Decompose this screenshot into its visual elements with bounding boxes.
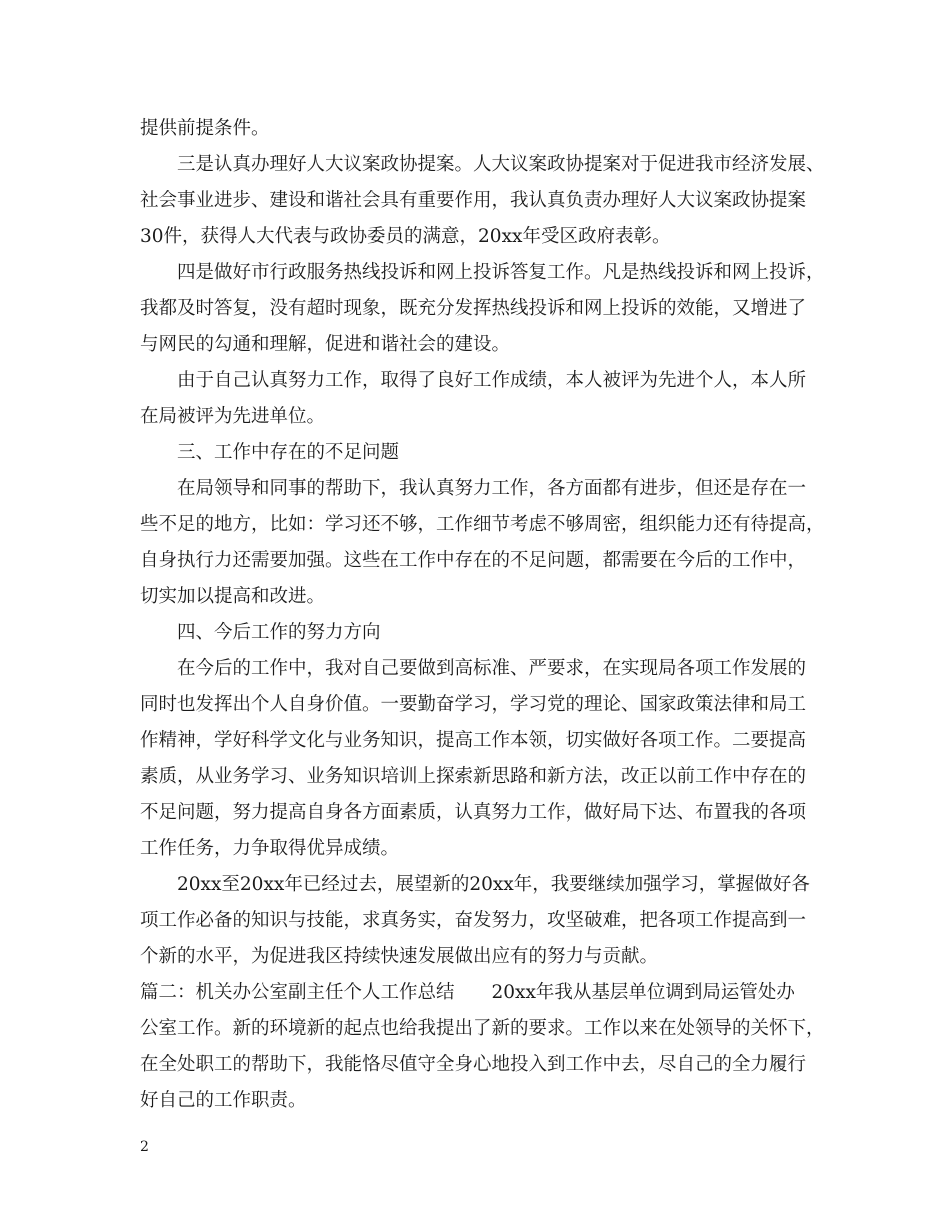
text-line bbox=[0, 186, 950, 216]
text-line bbox=[0, 1086, 950, 1116]
text-line-content: 社会事业进步、建设和谐社会具有重要作用，我认真负责办理好人大议案政协提案 bbox=[140, 190, 807, 211]
text-line-content: 作精神，学好科学文化与业务知识，提高工作本领，切实做好各项工作。二要提高 bbox=[140, 730, 807, 751]
text-line-content: 素质，从业务学习、业务知识培训上探索新思路和新方法，改正以前工作中存在的 bbox=[140, 766, 807, 787]
text-line-content: 我都及时答复，没有超时现象，既充分发挥热线投诉和网上投诉的效能，又增进了 bbox=[140, 298, 807, 319]
text-line-content: 些不足的地方，比如：学习还不够，工作细节考虑不够周密，组织能力还有待提高， bbox=[140, 514, 825, 535]
text-line bbox=[0, 330, 950, 360]
text-line bbox=[0, 366, 950, 396]
text-line bbox=[0, 726, 950, 756]
section-heading bbox=[0, 618, 950, 648]
text-line-content: 在局领导和同事的帮助下，我认真努力工作，各方面都有进步，但还是存在一 bbox=[177, 478, 807, 499]
section-heading-text: 三、工作中存在的不足问题 bbox=[177, 442, 400, 463]
text-line-content: 由于自己认真努力工作，取得了良好工作成绩，本人被评为先进个人，本人所 bbox=[177, 370, 807, 391]
text-line bbox=[0, 222, 950, 252]
text-line-content: 不足问题，努力提高自身各方面素质，认真努力工作，做好局下达、布置我的各项 bbox=[140, 802, 807, 823]
text-line-content: 与网民的勾通和理解，促进和谐社会的建设。 bbox=[140, 334, 511, 355]
text-line bbox=[0, 510, 950, 540]
text-line bbox=[0, 258, 950, 288]
text-line bbox=[0, 474, 950, 504]
text-line bbox=[0, 834, 950, 864]
text-line-content: 切实加以提高和改进。 bbox=[140, 586, 326, 607]
text-line bbox=[0, 978, 950, 1008]
text-line bbox=[0, 762, 950, 792]
text-line-content: 四是做好市行政服务热线投诉和网上投诉答复工作。凡是热线投诉和网上投诉， bbox=[177, 262, 825, 283]
text-line bbox=[0, 1050, 950, 1080]
text-line bbox=[0, 546, 950, 576]
text-line-content: 30件，获得人大代表与政协委员的满意，20xx年受区政府表彰。 bbox=[140, 226, 671, 247]
text-line-content: 三是认真办理好人大议案政协提案。人大议案政协提案对于促进我市经济发展、 bbox=[177, 154, 825, 175]
text-line-content: 个新的水平，为促进我区持续快速发展做出应有的努力与贡献。 bbox=[140, 946, 659, 967]
text-line bbox=[0, 906, 950, 936]
text-line bbox=[0, 798, 950, 828]
text-line-content: 在今后的工作中，我对自己要做到高标准、严要求，在实现局各项工作发展的 bbox=[177, 658, 807, 679]
text-line-content: 好自己的工作职责。 bbox=[140, 1090, 307, 1111]
text-line bbox=[0, 654, 950, 684]
text-line bbox=[0, 1014, 950, 1044]
text-line bbox=[0, 114, 950, 144]
text-line bbox=[0, 582, 950, 612]
text-line-content: 自身执行力还需要加强。这些在工作中存在的不足问题，都需要在今后的工作中， bbox=[140, 550, 807, 571]
page-number: 2 bbox=[140, 1139, 149, 1155]
text-line bbox=[0, 942, 950, 972]
text-line bbox=[0, 294, 950, 324]
text-line-content: 篇二：机关办公室副主任个人工作总结 20xx年我从基层单位调到局运管处办 bbox=[140, 982, 795, 1003]
text-line-content: 项工作必备的知识与技能，求真务实，奋发努力，攻坚破难，把各项工作提高到一 bbox=[140, 910, 807, 931]
section-heading-text: 四、今后工作的努力方向 bbox=[177, 622, 381, 643]
text-line bbox=[0, 402, 950, 432]
text-line-content: 20xx至20xx年已经过去，展望新的20xx年，我要继续加强学习，掌握做好各 bbox=[177, 874, 810, 895]
text-line bbox=[0, 150, 950, 180]
section-heading bbox=[0, 438, 950, 468]
text-line-content: 在全处职工的帮助下，我能恪尽值守全身心地投入到工作中去，尽自己的全力履行 bbox=[140, 1054, 807, 1075]
text-line bbox=[0, 870, 950, 900]
text-line-content: 提供前提条件。 bbox=[140, 118, 270, 139]
text-line-content: 公室工作。新的环境新的起点也给我提出了新的要求。工作以来在处领导的关怀下， bbox=[140, 1018, 825, 1039]
text-line-content: 同时也发挥出个人自身价值。一要勤奋学习，学习党的理论、国家政策法律和局工 bbox=[140, 694, 807, 715]
text-line-content: 在局被评为先进单位。 bbox=[140, 406, 326, 427]
text-line bbox=[0, 690, 950, 720]
text-line-content: 工作任务，力争取得优异成绩。 bbox=[140, 838, 400, 859]
